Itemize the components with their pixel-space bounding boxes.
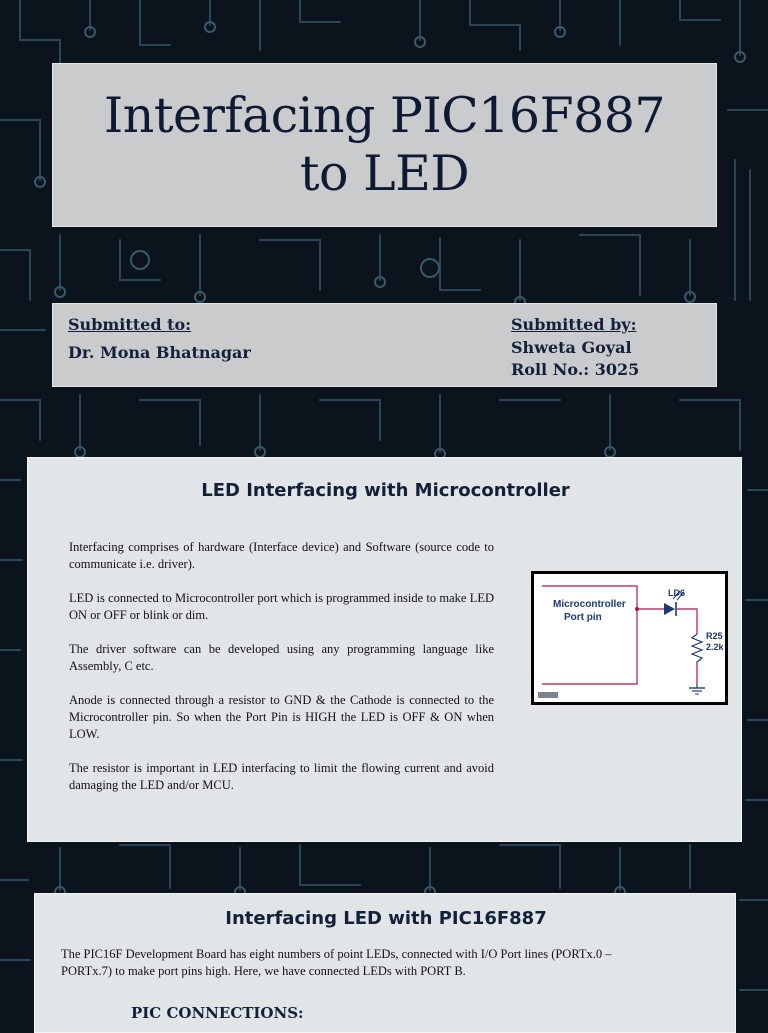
slide-led-interfacing — [27, 457, 742, 842]
title-panel — [52, 63, 717, 227]
slide-title: LED Interfacing with Microcontroller — [201, 480, 570, 501]
circuit-schematic — [534, 574, 725, 702]
submitted-by-block — [511, 315, 639, 381]
slide-body — [69, 539, 494, 811]
roll-number: Roll No.: 3025 — [511, 360, 640, 379]
led-circuit-diagram — [531, 571, 728, 705]
submitted-to-name: Dr. Mona Bhatnagar — [68, 343, 251, 362]
paragraph: LED is connected to Microcontroller port which is programmed inside to make LED ON or OFF or blink or dim. — [69, 591, 494, 622]
slide-pic-led — [34, 893, 736, 1033]
submitted-to-block — [68, 315, 251, 364]
mcu-label-line-1: Microcontroller — [553, 599, 626, 610]
led-label: LD6 — [668, 588, 686, 598]
slide-body: The PIC16F Development Board has eight numbers of point LEDs, connected with I/O Port lines (PORTx.0 – PORTx.7) to make port pins high. Here, we have connected LEDs with PORT B. — [61, 947, 612, 978]
paragraph: Interfacing comprises of hardware (Interface device) and Software (source code to communicate i.e. driver). — [69, 540, 494, 571]
submission-panel — [52, 303, 717, 387]
paragraph: Anode is connected through a resistor to GND & the Cathode is connected to the Microcontroller pin. So when the Port Pin is HIGH the LED is OFF & ON when LOW. — [69, 693, 494, 741]
resistor-label: R25 — [706, 631, 723, 641]
presentation-title-line-2: to LED — [299, 145, 470, 202]
submitted-to-label: Submitted to: — [68, 315, 192, 334]
mcu-label-line-2: Port pin — [564, 612, 602, 623]
submitted-by-name: Shweta Goyal — [511, 338, 632, 357]
submitted-by-label: Submitted by: — [511, 315, 637, 334]
slide-subheading: PIC CONNECTIONS: — [131, 1004, 304, 1022]
slide-title: Interfacing LED with PIC16F887 — [225, 908, 547, 929]
resistor-value: 2.2k — [706, 642, 724, 652]
presentation-title-line-1: Interfacing PIC16F887 — [103, 87, 666, 144]
paragraph: The driver software can be developed using any programming language like Assembly, C etc. — [69, 642, 494, 673]
paragraph: The resistor is important in LED interfacing to limit the flowing current and avoid damaging the LED and/or MCU. — [69, 761, 494, 792]
